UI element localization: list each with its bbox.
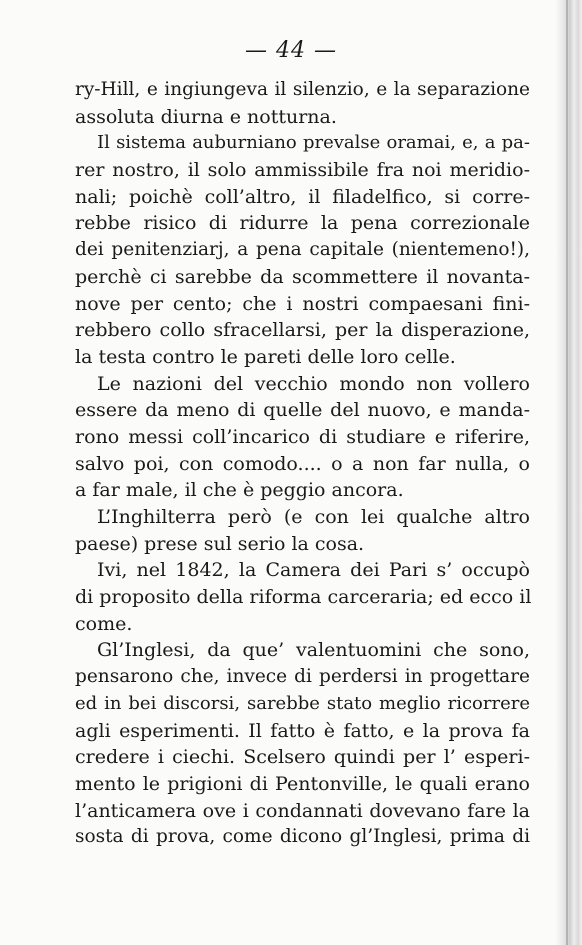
text-line: Gl’Inglesi, da que’ valentuomini che sono, xyxy=(97,639,530,662)
text-line: ed in bei discorsi, sarebbe stato meglio ricorrere xyxy=(75,692,530,714)
text-line: Ivi, nel 1842, la Camera dei Pari s’ occupò xyxy=(97,559,530,582)
text-line: la testa contro le pareti delle loro celle. xyxy=(75,345,456,368)
text-line: credere i ciechi. Scelsero quindi per l’ esperi- xyxy=(75,746,530,769)
text-line: Il sistema auburniano prevalse oramai, e, a pa- xyxy=(97,132,530,154)
text-line: rono messi coll’incarico di studiare e riferire, xyxy=(75,425,530,448)
text-line: rebbero collo sfracellarsi, per la disperazione, xyxy=(75,319,530,342)
text-line: perchè ci sarebbe da scommettere il novanta- xyxy=(75,265,530,288)
text-line: paese) prese sul serio la cosa. xyxy=(75,532,365,555)
text-line: a far male, il che è peggio ancora. xyxy=(75,479,404,502)
text-line: di proposito della riforma carceraria; ed ecco il xyxy=(75,586,532,609)
text-line: l’anticamera ove i condannati dovevano fare la xyxy=(75,799,530,822)
text-line: L’Inghilterra però (e con lei qualche altro xyxy=(97,506,530,528)
text-line: sosta di prova, come dicono gl’Inglesi, prima di xyxy=(75,826,530,848)
text-line: nali; poichè coll’altro, il filadelfico, si corre- xyxy=(75,185,530,208)
text-line: assoluta diurna e notturna. xyxy=(75,105,337,128)
text-line: come. xyxy=(75,612,133,635)
text-line: pensarono che, invece di perdersi in progettare xyxy=(75,666,530,688)
text-line: mento le prigioni di Pentonville, le quali erano xyxy=(75,772,530,795)
page-number: — 44 — xyxy=(245,38,337,63)
page-edge-shadow xyxy=(556,0,582,945)
text-line: nove per cento; che i nostri compaesani fini- xyxy=(75,292,530,315)
text-line: rebbe risico di ridurre la pena correzionale xyxy=(75,212,530,235)
text-line: ry-Hill, e ingiungeva il silenzio, e la separazione xyxy=(75,79,530,100)
text-line: agli esperimenti. Il fatto è fatto, e la prova fa xyxy=(75,719,530,742)
body-text xyxy=(75,77,530,851)
text-line: salvo poi, con comodo.... o a non far nulla, o xyxy=(75,452,530,475)
text-line: essere da meno di quelle del nuovo, e manda- xyxy=(75,399,530,422)
text-line: Le nazioni del vecchio mondo non vollero xyxy=(97,372,530,395)
text-line: rer nostro, il solo ammissibile fra noi meridio- xyxy=(75,159,530,182)
text-line: dei penitenziarj, a pena capitale (nientemeno!), xyxy=(75,239,530,261)
